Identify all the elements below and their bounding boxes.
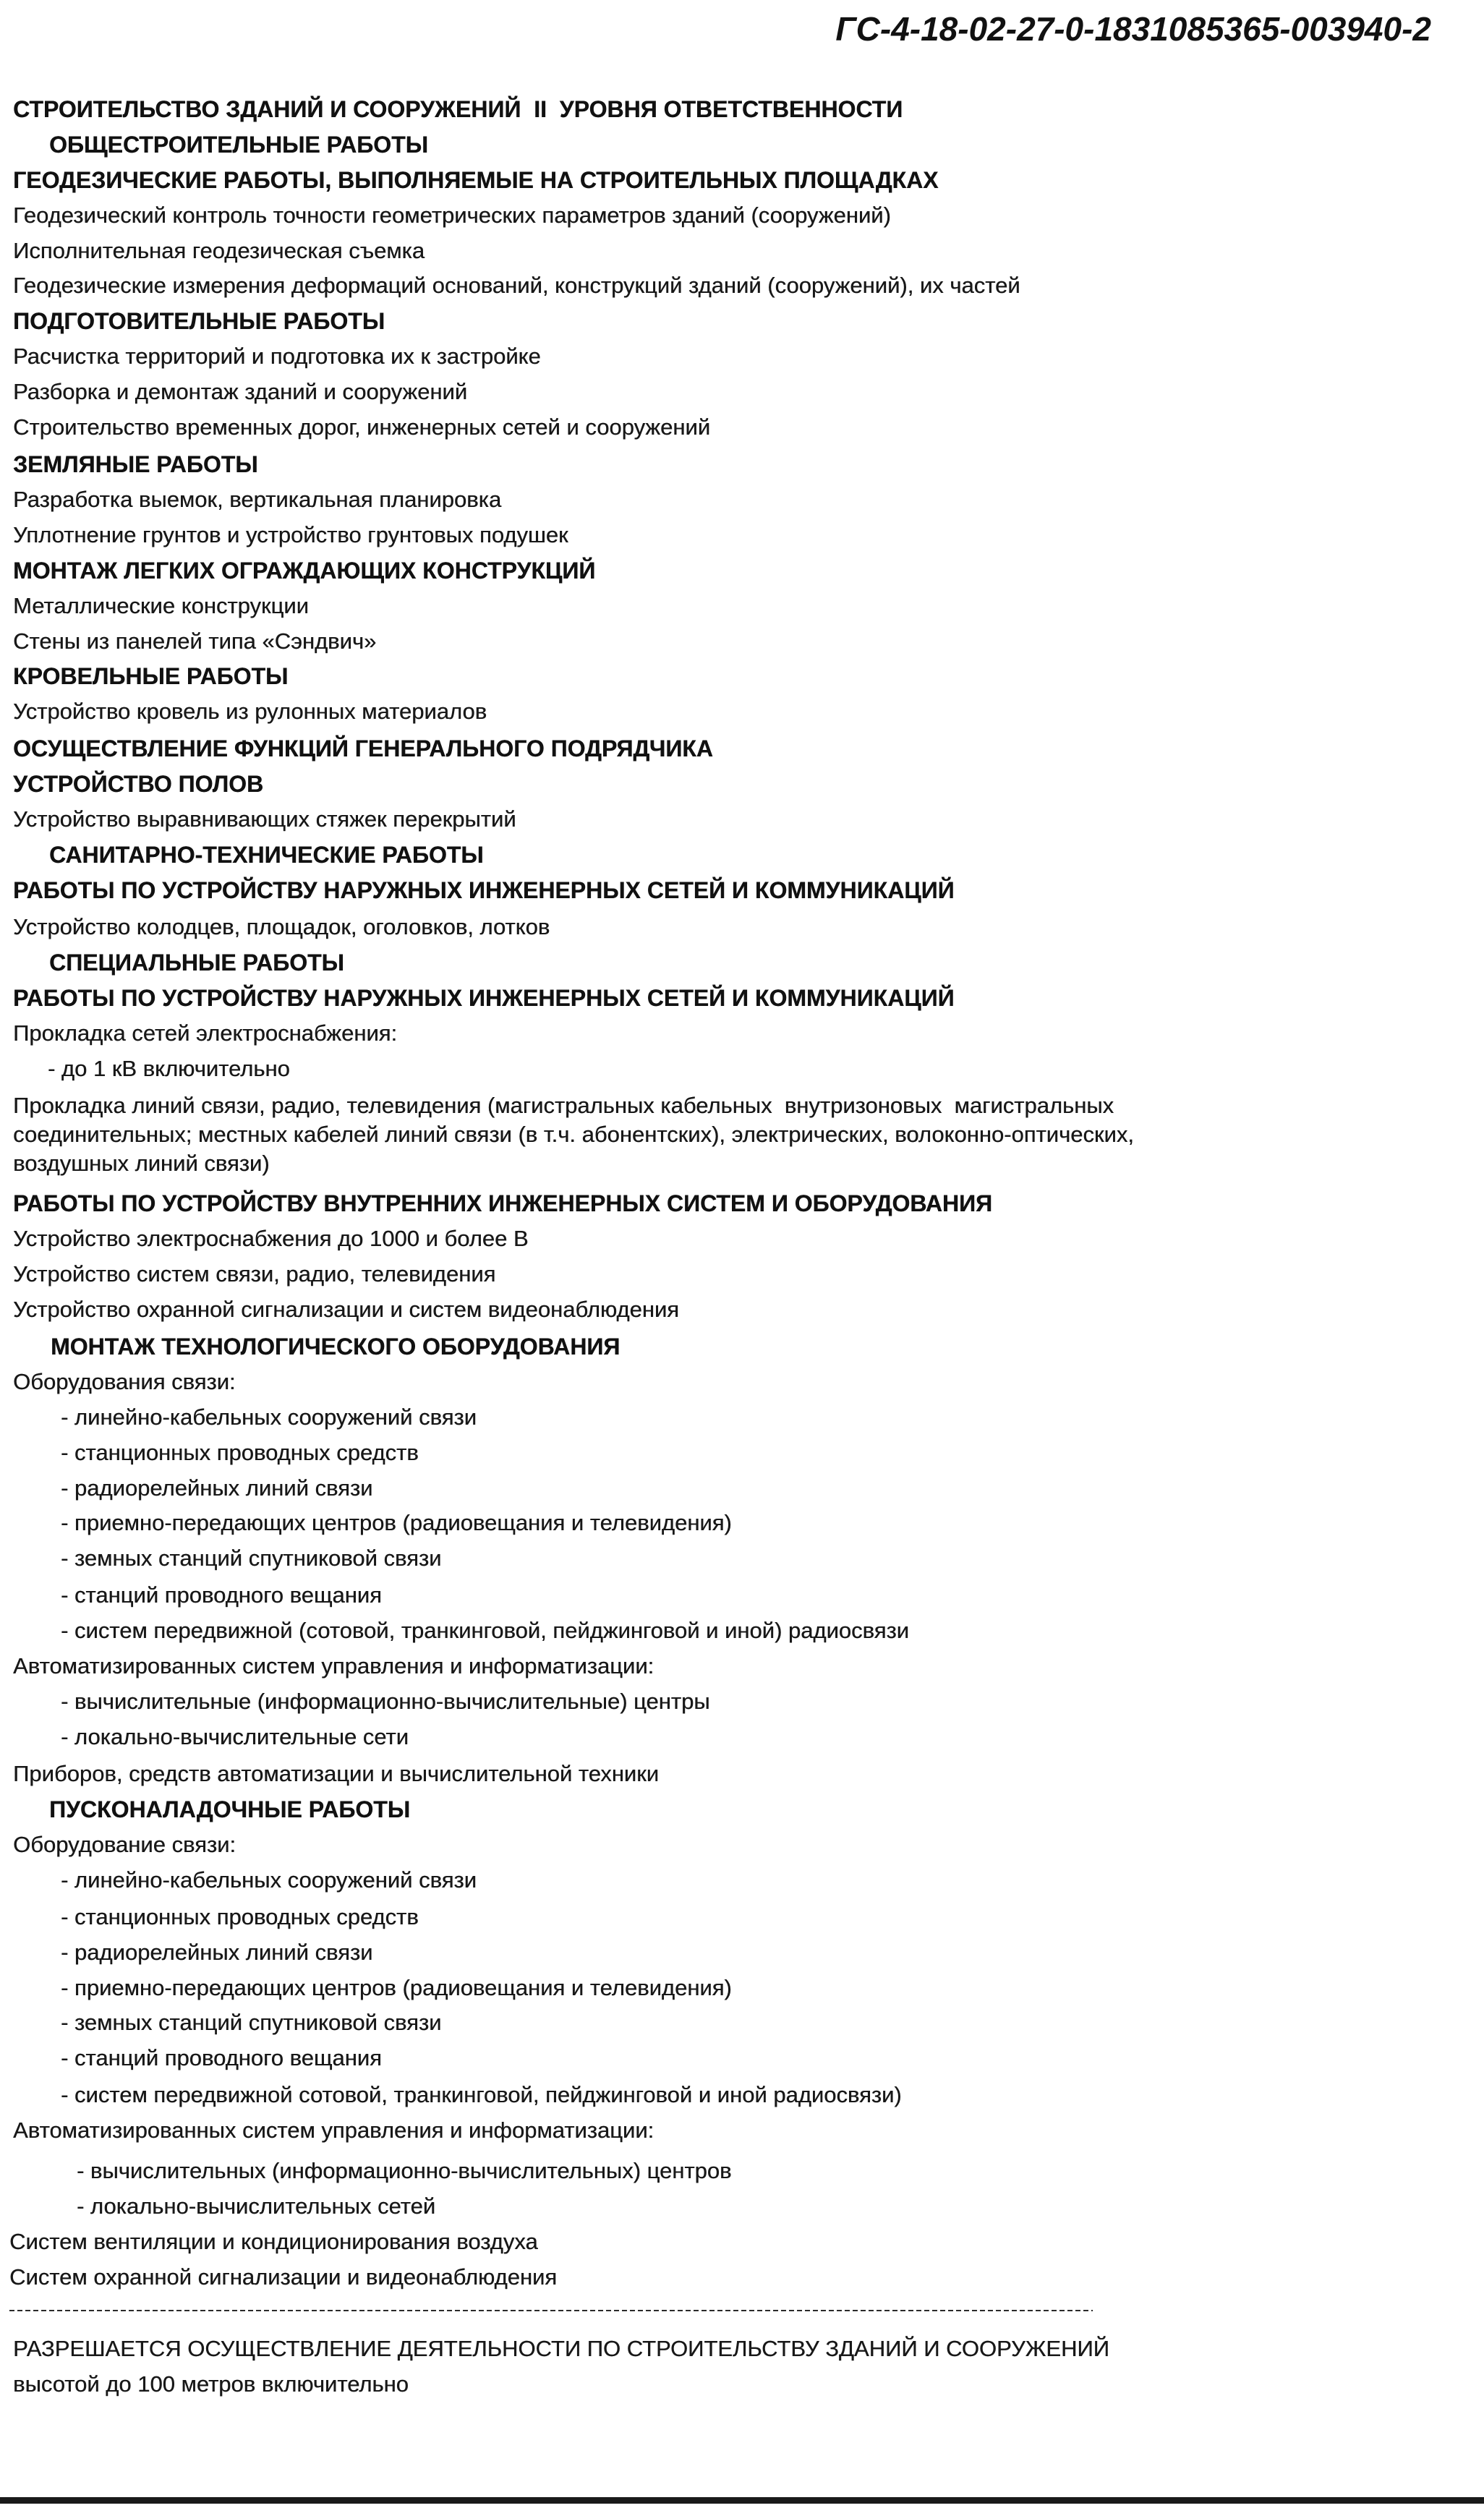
- group-heading: САНИТАРНО-ТЕХНИЧЕСКИЕ РАБОТЫ: [49, 842, 484, 868]
- list-subitem: - станционных проводных средств: [61, 1904, 419, 1929]
- section-heading: ОСУЩЕСТВЛЕНИЕ ФУНКЦИЙ ГЕНЕРАЛЬНОГО ПОДРЯДЧИКА: [13, 735, 713, 762]
- list-subitem: - локально-вычислительных сетей: [77, 2193, 436, 2219]
- paragraph-line: воздушных линий связи): [13, 1151, 270, 1176]
- list-item: Оборудование связи:: [13, 1832, 236, 1857]
- list-subitem: - станционных проводных средств: [61, 1440, 419, 1465]
- list-item: Устройство систем связи, радио, телевидения: [13, 1261, 496, 1287]
- paragraph-line: Прокладка линий связи, радио, телевидения (магистральных кабельных внутризоновых магистральных: [13, 1093, 1114, 1118]
- list-item: Разборка и демонтаж зданий и сооружений: [13, 379, 468, 404]
- list-item: Устройство выравнивающих стяжек перекрытий: [13, 806, 516, 832]
- list-item: Приборов, средств автоматизации и вычислительной техники: [13, 1761, 660, 1786]
- list-item: Прокладка сетей электроснабжения:: [13, 1020, 398, 1046]
- section-heading: ПОДГОТОВИТЕЛЬНЫЕ РАБОТЫ: [13, 308, 385, 334]
- list-subitem: - земных станций спутниковой связи: [61, 1545, 442, 1571]
- list-subitem: - линейно-кабельных сооружений связи: [61, 1404, 477, 1430]
- group-heading: ПУСКОНАЛАДОЧНЫЕ РАБОТЫ: [49, 1796, 411, 1822]
- list-subitem: - вычислительных (информационно-вычислительных) центров: [77, 2158, 732, 2183]
- list-subitem: - до 1 кВ включительно: [48, 1056, 290, 1081]
- list-item: Автоматизированных систем управления и информатизации:: [13, 1653, 654, 1679]
- list-item: Устройство колодцев, площадок, оголовков, лотков: [13, 914, 550, 939]
- section-heading: ГЕОДЕЗИЧЕСКИЕ РАБОТЫ, ВЫПОЛНЯЕМЫЕ НА СТРОИТЕЛЬНЫХ ПЛОЩАДКАХ: [13, 167, 939, 193]
- list-item: Уплотнение грунтов и устройство грунтовых подушек: [13, 522, 568, 547]
- list-item: Разработка выемок, вертикальная планировка: [13, 487, 502, 512]
- permission-text: высотой до 100 метров включительно: [13, 2371, 409, 2397]
- list-item: Устройство охранной сигнализации и систем видеонаблюдения: [13, 1297, 679, 1322]
- list-subitem: - приемно-передающих центров (радиовещания и телевидения): [61, 1975, 732, 2000]
- paragraph-line: соединительных; местных кабелей линий связи (в т.ч. абонентских), электрических, волоконно-оптических,: [13, 1122, 1134, 1147]
- list-subitem: - приемно-передающих центров (радиовещания и телевидения): [61, 1510, 732, 1535]
- list-item: Устройство электроснабжения до 1000 и более В: [13, 1226, 529, 1251]
- dashed-separator-line: [9, 2310, 1093, 2311]
- section-heading: ЗЕМЛЯНЫЕ РАБОТЫ: [13, 451, 258, 477]
- list-subitem: - вычислительные (информационно-вычислительные) центры: [61, 1689, 710, 1714]
- list-item: Исполнительная геодезическая съемка: [13, 238, 425, 263]
- list-subitem: - локально-вычислительные сети: [61, 1724, 409, 1749]
- list-subitem: - радиорелейных линий связи: [61, 1940, 373, 1965]
- list-subitem: - земных станций спутниковой связи: [61, 2010, 442, 2035]
- list-subitem: - линейно-кабельных сооружений связи: [61, 1867, 477, 1893]
- section-heading: РАБОТЫ ПО УСТРОЙСТВУ ВНУТРЕННИХ ИНЖЕНЕРНЫХ СИСТЕМ И ОБОРУДОВАНИЯ: [13, 1190, 993, 1216]
- list-item: Автоматизированных систем управления и информатизации:: [13, 2117, 654, 2143]
- section-heading: РАБОТЫ ПО УСТРОЙСТВУ НАРУЖНЫХ ИНЖЕНЕРНЫХ СЕТЕЙ И КОММУНИКАЦИЙ: [13, 877, 955, 903]
- list-item: Строительство временных дорог, инженерных сетей и сооружений: [13, 414, 711, 440]
- list-item: Геодезические измерения деформаций оснований, конструкций зданий (сооружений), их частей: [13, 273, 1020, 298]
- list-item: Расчистка территорий и подготовка их к застройке: [13, 344, 541, 369]
- list-item: Систем охранной сигнализации и видеонаблюдения: [9, 2264, 558, 2290]
- permission-text: РАЗРЕШАЕТСЯ ОСУЩЕСТВЛЕНИЕ ДЕЯТЕЛЬНОСТИ ПО СТРОИТЕЛЬСТВУ ЗДАНИЙ И СООРУЖЕНИЙ: [13, 2336, 1109, 2361]
- list-subitem: - станций проводного вещания: [61, 1582, 382, 1608]
- document-number: ГС-4-18-02-27-0-1831085365-003940-2: [835, 10, 1431, 48]
- list-item: Устройство кровель из рулонных материалов: [13, 699, 487, 724]
- group-heading: СПЕЦИАЛЬНЫЕ РАБОТЫ: [49, 950, 344, 976]
- list-subitem: - систем передвижной сотовой, транкинговой, пейджинговой и иной радиосвязи): [61, 2082, 902, 2107]
- section-heading: КРОВЕЛЬНЫЕ РАБОТЫ: [13, 663, 289, 689]
- list-item: Металлические конструкции: [13, 593, 309, 618]
- list-item: Стены из панелей типа «Сэндвич»: [13, 628, 377, 654]
- bottom-border-line: [0, 2497, 1484, 2504]
- document-title: СТРОИТЕЛЬСТВО ЗДАНИЙ И СООРУЖЕНИЙ II УРОВНЯ ОТВЕТСТВЕННОСТИ: [13, 96, 903, 122]
- section-heading: УСТРОЙСТВО ПОЛОВ: [13, 771, 264, 797]
- list-item: Геодезический контроль точности геометрических параметров зданий (сооружений): [13, 202, 891, 228]
- section-heading: МОНТАЖ ЛЕГКИХ ОГРАЖДАЮЩИХ КОНСТРУКЦИЙ: [13, 558, 596, 584]
- list-subitem: - радиорелейных линий связи: [61, 1475, 373, 1501]
- list-item: Оборудования связи:: [13, 1369, 236, 1394]
- list-subitem: - систем передвижной (сотовой, транкинговой, пейджинговой и иной) радиосвязи: [61, 1618, 909, 1643]
- group-heading: ОБЩЕСТРОИТЕЛЬНЫЕ РАБОТЫ: [49, 132, 428, 158]
- list-item: Систем вентиляции и кондиционирования воздуха: [9, 2229, 538, 2254]
- section-heading: РАБОТЫ ПО УСТРОЙСТВУ НАРУЖНЫХ ИНЖЕНЕРНЫХ СЕТЕЙ И КОММУНИКАЦИЙ: [13, 985, 955, 1011]
- list-subitem: - станций проводного вещания: [61, 2045, 382, 2070]
- group-heading: МОНТАЖ ТЕХНОЛОГИЧЕСКОГО ОБОРУДОВАНИЯ: [51, 1334, 621, 1360]
